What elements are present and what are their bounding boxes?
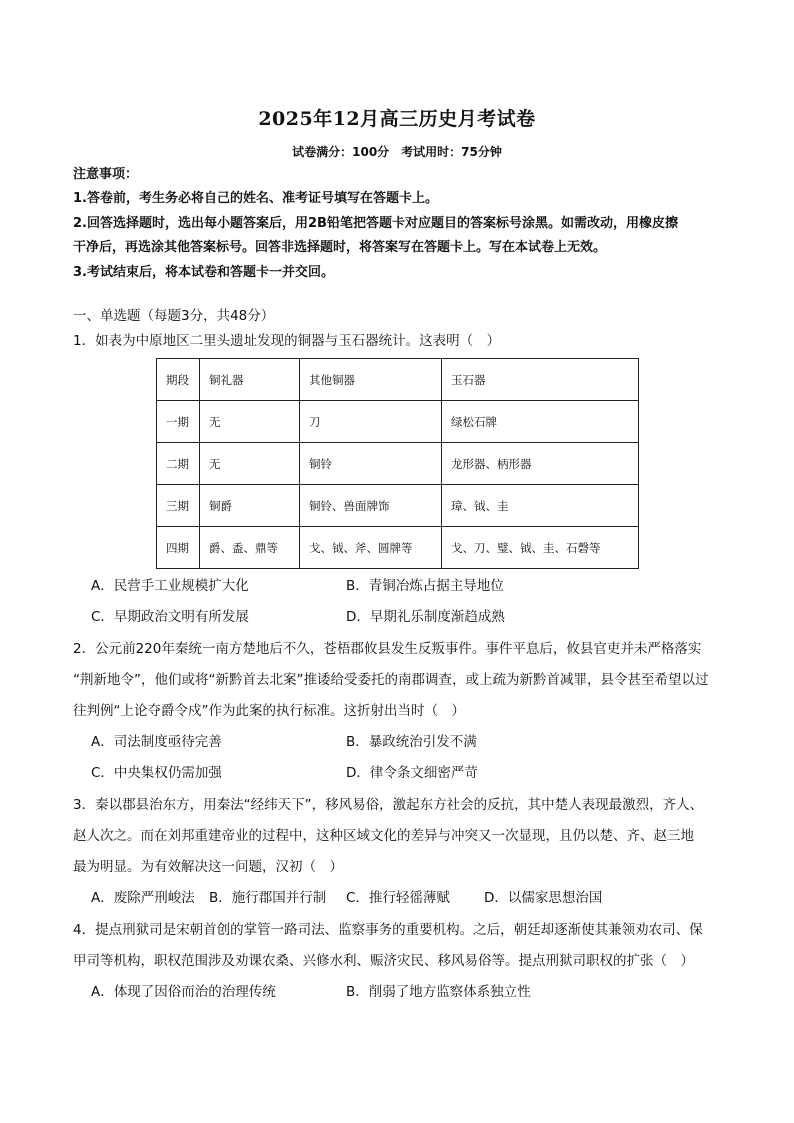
table-cell: 一期 <box>157 401 200 443</box>
table-cell: 无 <box>200 401 300 443</box>
notes-line: 3.考试结束后，将本试卷和答题卡一并交回。 <box>73 265 334 280</box>
table-cell: 刀 <box>300 401 442 443</box>
table-header-cell: 铜礼器 <box>200 359 300 401</box>
q4-stem-line: 甲司等机构，职权范围涉及劝课农桑、兴修水利、赈济灾民、移风易俗等。提点刑狱司职权的扩张（ ） <box>73 953 694 969</box>
q3-stem-line: 赵人次之。而在刘邦重建帝业的过程中，这种区域文化的差异与冲突又一次显现，且仍以楚、齐、赵三地 <box>73 828 694 844</box>
q1-option-c: C．早期政治文明有所发展 <box>91 609 249 625</box>
q2-option-b: B．暴政统治引发不满 <box>346 734 477 750</box>
q2-stem-line: 往判例“上论夺爵令戍”作为此案的执行标准。这折射出当时（ ） <box>73 703 465 719</box>
table-row <box>157 527 639 569</box>
table-cell: 绿松石牌 <box>442 401 639 443</box>
table-header-cell: 期段 <box>157 359 200 401</box>
notes-line: 干净后，再选涂其他答案标号。回答非选择题时，将答案写在答题卡上。写在本试卷上无效。 <box>73 240 607 255</box>
q1-table <box>156 358 639 569</box>
q4-option-a: A．体现了因俗而治的治理传统 <box>91 984 276 1000</box>
q3-option-a: A．废除严刑峻法 <box>91 890 195 906</box>
table-cell: 戈、刀、璧、钺、圭、石磬等 <box>442 527 639 569</box>
q1-option-a: A．民营手工业规模扩大化 <box>91 578 249 594</box>
q4-option-b: B．削弱了地方监察体系独立性 <box>346 984 531 1000</box>
q2-stem-line: 2．公元前220年秦统一南方楚地后不久，苍梧郡攸县发生反叛事件。事件平息后，攸县官吏并未严格落实 <box>73 641 702 657</box>
notes-line: 2.回答选择题时，选出每小题答案后，用2B铅笔把答题卡对应题目的答案标号涂黑。如需改动，用橡皮擦 <box>73 216 678 231</box>
table-cell: 铜铃、兽面牌饰 <box>300 485 442 527</box>
q1-option-b: B．青铜冶炼占据主导地位 <box>346 578 504 594</box>
table-row <box>157 443 639 485</box>
q3-option-c: C．推行轻徭薄赋 <box>346 890 450 906</box>
table-row <box>157 485 639 527</box>
q3-option-d: D．以儒家思想治国 <box>484 890 603 906</box>
q4-stem-line: 4．提点刑狱司是宋朝首创的掌管一路司法、监察事务的重要机构。之后，朝廷却逐渐使其兼领劝农司、保 <box>73 922 703 938</box>
table-cell: 四期 <box>157 527 200 569</box>
q1-stem: 1．如表为中原地区二里头遗址发现的铜器与玉石器统计。这表明（ ） <box>73 333 501 349</box>
q3-option-b: B．施行郡国并行制 <box>209 890 327 906</box>
table-cell: 戈、钺、斧、圆牌等 <box>300 527 442 569</box>
exam-subtitle: 试卷满分：100分 考试用时：75分钟 <box>292 145 502 159</box>
table-header-cell: 玉石器 <box>442 359 639 401</box>
notes-heading: 注意事项： <box>73 167 139 182</box>
table-cell: 铜铃 <box>300 443 442 485</box>
table-cell: 龙形器、柄形器 <box>442 443 639 485</box>
table-cell: 铜爵 <box>200 485 300 527</box>
table-cell: 爵、盉、鼎等 <box>200 527 300 569</box>
q3-stem-line: 最为明显。为有效解决这一问题，汉初（ ） <box>73 859 343 875</box>
table-cell: 璋、钺、圭 <box>442 485 639 527</box>
table-header-row <box>157 359 639 401</box>
q2-stem-line: “荆新地令”，他们或将“新黔首去北案”推诿给受委托的南郡调查，或上疏为新黔首减罪，县令甚至希望以过 <box>73 672 709 688</box>
exam-title: 2025年12月高三历史月考试卷 <box>258 108 536 130</box>
table-cell: 无 <box>200 443 300 485</box>
q2-option-c: C．中央集权仍需加强 <box>91 765 222 781</box>
q2-option-d: D．律令条文细密严苛 <box>346 765 478 781</box>
section-heading: 一、单选题（每题3分，共48分） <box>73 308 275 324</box>
table-row <box>157 401 639 443</box>
q2-option-a: A．司法制度亟待完善 <box>91 734 222 750</box>
table-header-cell: 其他铜器 <box>300 359 442 401</box>
q3-stem-line: 3．秦以郡县治东方，用秦法“经纬天下”，移风易俗，激起东方社会的反抗，其中楚人表现最激烈，齐人、 <box>73 797 704 813</box>
table-cell: 三期 <box>157 485 200 527</box>
notes-line: 1.答卷前，考生务必将自己的姓名、准考证号填写在答题卡上。 <box>73 191 438 206</box>
q1-option-d: D．早期礼乐制度渐趋成熟 <box>346 609 505 625</box>
table-cell: 二期 <box>157 443 200 485</box>
